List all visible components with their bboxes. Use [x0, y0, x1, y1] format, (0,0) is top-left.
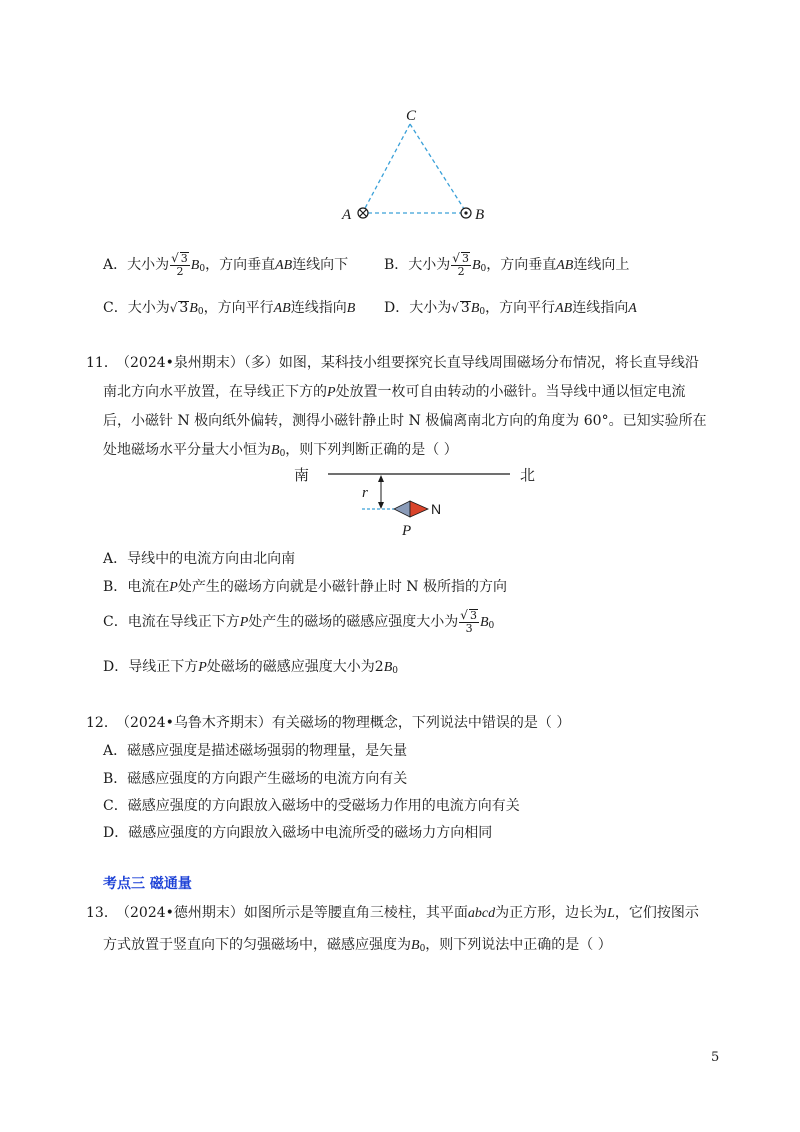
- option-text: 大小为: [127, 300, 170, 316]
- option-letter: B．: [384, 257, 409, 273]
- option-text: 导线正下方: [128, 659, 199, 675]
- option-text: 磁感应强度的方向跟放入磁场中电流所受的磁场力方向相同: [128, 825, 493, 841]
- label-c: C: [406, 108, 417, 124]
- option-letter: D．: [384, 300, 410, 316]
- q11-line-3: 后，小磁针 N 极向纸外偏转，测得小磁针静止时 N 极偏离南北方向的角度为 60°。已知实验所在: [103, 413, 707, 429]
- option-letter: A．: [103, 551, 128, 567]
- option-letter: B．: [103, 579, 128, 595]
- text: 方式放置于竖直向下的匀强磁场中，磁感应强度为: [103, 937, 411, 953]
- symbol: B: [190, 258, 200, 273]
- q12-number: 12．: [86, 715, 118, 731]
- symbol: B: [470, 301, 480, 316]
- option-text: 连线指向: [572, 300, 629, 316]
- symbol: B: [471, 258, 481, 273]
- symbol: B: [411, 938, 420, 953]
- q11-line-1: （2024•泉州期末）（多）如图，某科技小组要探究长直导线周围磁场分布情况，将长直导线沿: [116, 355, 699, 371]
- dashed-side-cb: [410, 124, 466, 212]
- q11-option-a: [103, 548, 295, 568]
- dashed-side-ca: [363, 124, 410, 212]
- q11-line-2: [103, 381, 686, 401]
- symbol: AB: [556, 258, 574, 273]
- symbol: B: [479, 615, 489, 630]
- symbol: B: [346, 301, 356, 316]
- fraction: $\frac{√ 3}{2}$: [171, 251, 188, 278]
- option-letter: B．: [103, 771, 128, 787]
- q12-option-a: [103, 740, 407, 760]
- symbol: P: [327, 385, 336, 400]
- option-text: 磁感应强度是描述磁场强弱的物理量，是矢量: [127, 743, 408, 759]
- coefficient: 2: [374, 659, 384, 675]
- option-text: 连线向上: [573, 257, 630, 273]
- subscript: 0: [480, 264, 487, 274]
- option-text: 磁感应强度的方向跟放入磁场中的受磁场力作用的电流方向有关: [127, 798, 520, 814]
- option-text: 磁感应强度的方向跟产生磁场的电流方向有关: [127, 771, 408, 787]
- symbol: L: [607, 906, 615, 921]
- symbol: AB: [275, 258, 293, 273]
- subscript: 0: [419, 944, 426, 954]
- denominator: 2: [176, 265, 184, 278]
- text: 处地磁场水平分量大小恒为: [103, 442, 271, 458]
- option-text: ，方向平行: [203, 300, 274, 316]
- text: ，它们按图示: [614, 905, 699, 921]
- fraction: $\frac{√ 3}{3}$: [460, 608, 477, 635]
- subscript: 0: [197, 307, 204, 317]
- label-a: A: [342, 207, 352, 223]
- text: ，则下列说法中正确的是（ ）: [425, 937, 612, 953]
- option-text: 电流在: [127, 579, 170, 595]
- q13-line-1: [116, 902, 699, 922]
- subscript: 0: [199, 264, 206, 274]
- radicand: 3: [460, 300, 470, 316]
- subscript: 0: [479, 307, 486, 317]
- denominator: 2: [457, 265, 465, 278]
- q11-number: 11．: [86, 355, 118, 371]
- option-letter: C．: [103, 798, 128, 814]
- label-n: N: [431, 501, 442, 517]
- needle-south-half: [394, 501, 410, 517]
- symbol: A: [628, 301, 637, 316]
- option-text: 大小为: [409, 300, 452, 316]
- q13-number: 13．: [86, 905, 118, 921]
- q10-option-d: D．大小为√ $3B_0$，方向平行AB连线指向A: [384, 300, 637, 317]
- option-text: ，方向垂直: [205, 257, 276, 273]
- option-text: ，方向垂直: [486, 257, 557, 273]
- label-south: 南: [294, 466, 310, 484]
- q12-stem: （2024•乌鲁木齐期末）有关磁场的物理概念，下列说法中错误的是（ ）: [116, 715, 571, 731]
- q11-option-d: [103, 656, 398, 676]
- label-r: r: [362, 485, 368, 501]
- text: 南北方向水平放置，在导线正下方的: [103, 384, 327, 400]
- radicand: 3: [180, 252, 188, 265]
- radicand: 3: [461, 252, 469, 265]
- option-letter: A．: [103, 743, 128, 759]
- current-out-of-page-icon: [461, 208, 471, 218]
- label-b: B: [475, 207, 485, 223]
- option-letter: C．: [103, 614, 128, 630]
- text: 处放置一枚可自由转动的小磁针。当导线中通以恒定电流: [335, 384, 686, 400]
- text: 为正方形，边长为: [495, 905, 608, 921]
- option-text: 大小为: [127, 257, 170, 273]
- q11-option-b: [103, 576, 507, 596]
- option-text: 连线指向: [290, 300, 347, 316]
- label-north: 北: [520, 466, 536, 484]
- symbol: AB: [555, 301, 573, 316]
- q10-option-b: [384, 252, 629, 278]
- needle-north-half: [410, 501, 428, 517]
- arrow-up-icon: [378, 475, 384, 482]
- subscript: 0: [488, 621, 495, 631]
- symbol: B: [189, 301, 198, 316]
- subscript: 0: [279, 449, 286, 459]
- triangle-diagram: [330, 100, 500, 230]
- option-text: 导线中的电流方向由北向南: [127, 551, 296, 567]
- option-text: 电流在导线正下方: [127, 614, 240, 630]
- page-number: 5: [711, 1050, 720, 1065]
- q12-option-d: [103, 822, 492, 842]
- q12-option-c: [103, 795, 520, 815]
- denominator: 3: [465, 622, 473, 635]
- fraction: $\frac{√ 3}{2}$: [452, 251, 469, 278]
- symbol: P: [169, 580, 178, 595]
- symbol: B: [271, 443, 280, 458]
- q11-line-4: [103, 439, 458, 459]
- option-text: 处产生的磁场的磁感应强度大小为: [248, 614, 459, 630]
- option-letter: D．: [103, 825, 129, 841]
- text: ，则下列判断正确的是（ ）: [285, 442, 458, 458]
- section-heading: 考点三 磁通量: [103, 876, 192, 892]
- symbol: P: [198, 660, 207, 675]
- radicand: 3: [179, 300, 189, 316]
- q12-option-b: [103, 768, 407, 788]
- current-into-page-icon: [358, 208, 368, 218]
- option-text: 连线向下: [292, 257, 349, 273]
- option-letter: A．: [103, 257, 128, 273]
- option-text: ，方向平行: [485, 300, 556, 316]
- q10-option-a: [103, 252, 348, 278]
- q11-option-c: [103, 609, 494, 635]
- symbol: abcd: [467, 906, 496, 921]
- option-letter: D．: [103, 659, 129, 675]
- symbol: B: [383, 660, 393, 675]
- text: （2024•德州期末）如图所示是等腰直角三棱柱，其平面: [116, 905, 468, 921]
- q10-option-c: C．大小为√ $3B_0$，方向平行AB连线指向B: [103, 300, 356, 317]
- radicand: 3: [469, 609, 477, 622]
- subscript: 0: [392, 666, 399, 676]
- arrow-down-icon: [378, 502, 384, 509]
- symbol: AB: [273, 301, 291, 316]
- q13-line-2: [103, 934, 612, 954]
- option-text: 处磁场的磁感应强度大小为: [206, 659, 375, 675]
- option-letter: C．: [103, 300, 128, 316]
- symbol: P: [239, 615, 249, 630]
- label-p: P: [402, 523, 412, 539]
- wire-compass-diagram: [290, 460, 550, 542]
- option-text: 大小为: [408, 257, 451, 273]
- option-text: 处产生的磁场方向就是小磁针静止时 N 极所指的方向: [177, 579, 508, 595]
